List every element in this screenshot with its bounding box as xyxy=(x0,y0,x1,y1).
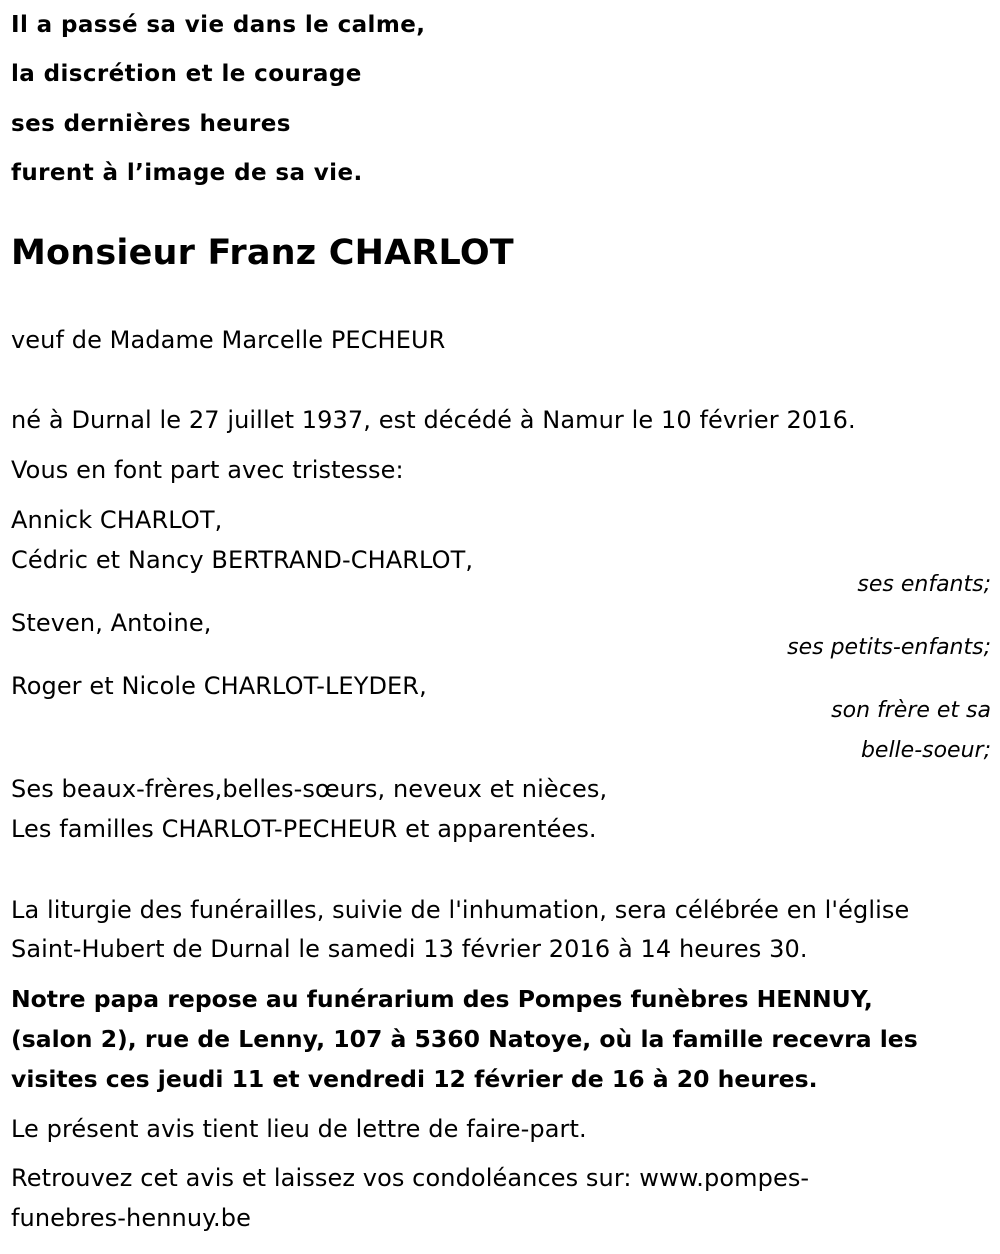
family-member: Annick CHARLOT, xyxy=(11,506,223,534)
widower-of: veuf de Madame Marcelle PECHEUR xyxy=(11,326,446,354)
condolences-url[interactable]: funebres-hennuy.be xyxy=(11,1204,251,1232)
poem-line: Il a passé sa vie dans le calme, xyxy=(11,12,426,38)
deceased-name: Monsieur Franz CHARLOT xyxy=(11,233,514,273)
ceremony-line: Saint-Hubert de Durnal le samedi 13 février 2016 à 14 heures 30. xyxy=(11,935,808,963)
poem-line: ses dernières heures xyxy=(11,111,291,137)
family-member: Cédric et Nancy BERTRAND-CHARLOT, xyxy=(11,546,474,574)
family-member: Roger et Nicole CHARLOT-LEYDER, xyxy=(11,672,427,700)
family-others: Les familles CHARLOT-PECHEUR et apparentées. xyxy=(11,815,597,843)
poem-line: la discrétion et le courage xyxy=(11,61,362,87)
relation-siblings: son frère et sa xyxy=(831,698,991,723)
visitation-line: visites ces jeudi 11 et vendredi 12 février de 16 à 20 heures. xyxy=(11,1065,818,1093)
family-others: Ses beaux-frères,belles-sœurs, neveux et nièces, xyxy=(11,775,608,803)
notice-line: Le présent avis tient lieu de lettre de faire-part. xyxy=(11,1115,587,1143)
relation-grandchildren: ses petits-enfants; xyxy=(787,635,991,660)
family-member: Steven, Antoine, xyxy=(11,609,212,637)
announcement-intro: Vous en font part avec tristesse: xyxy=(11,456,404,484)
relation-children: ses enfants; xyxy=(857,572,991,597)
ceremony-line: La liturgie des funérailles, suivie de l'inhumation, sera célébrée en l'église xyxy=(11,896,910,924)
visitation-line: (salon 2), rue de Lenny, 107 à 5360 Natoye, où la famille recevra les xyxy=(11,1025,918,1053)
poem-line: furent à l’image de sa vie. xyxy=(11,160,363,186)
birth-death-line: né à Durnal le 27 juillet 1937, est décédé à Namur le 10 février 2016. xyxy=(11,406,856,434)
relation-siblings: belle-soeur; xyxy=(860,738,991,763)
visitation-line: Notre papa repose au funérarium des Pompes funèbres HENNUY, xyxy=(11,985,873,1013)
condolences-line: Retrouvez cet avis et laissez vos condoléances sur: www.pompes- xyxy=(11,1164,810,1192)
